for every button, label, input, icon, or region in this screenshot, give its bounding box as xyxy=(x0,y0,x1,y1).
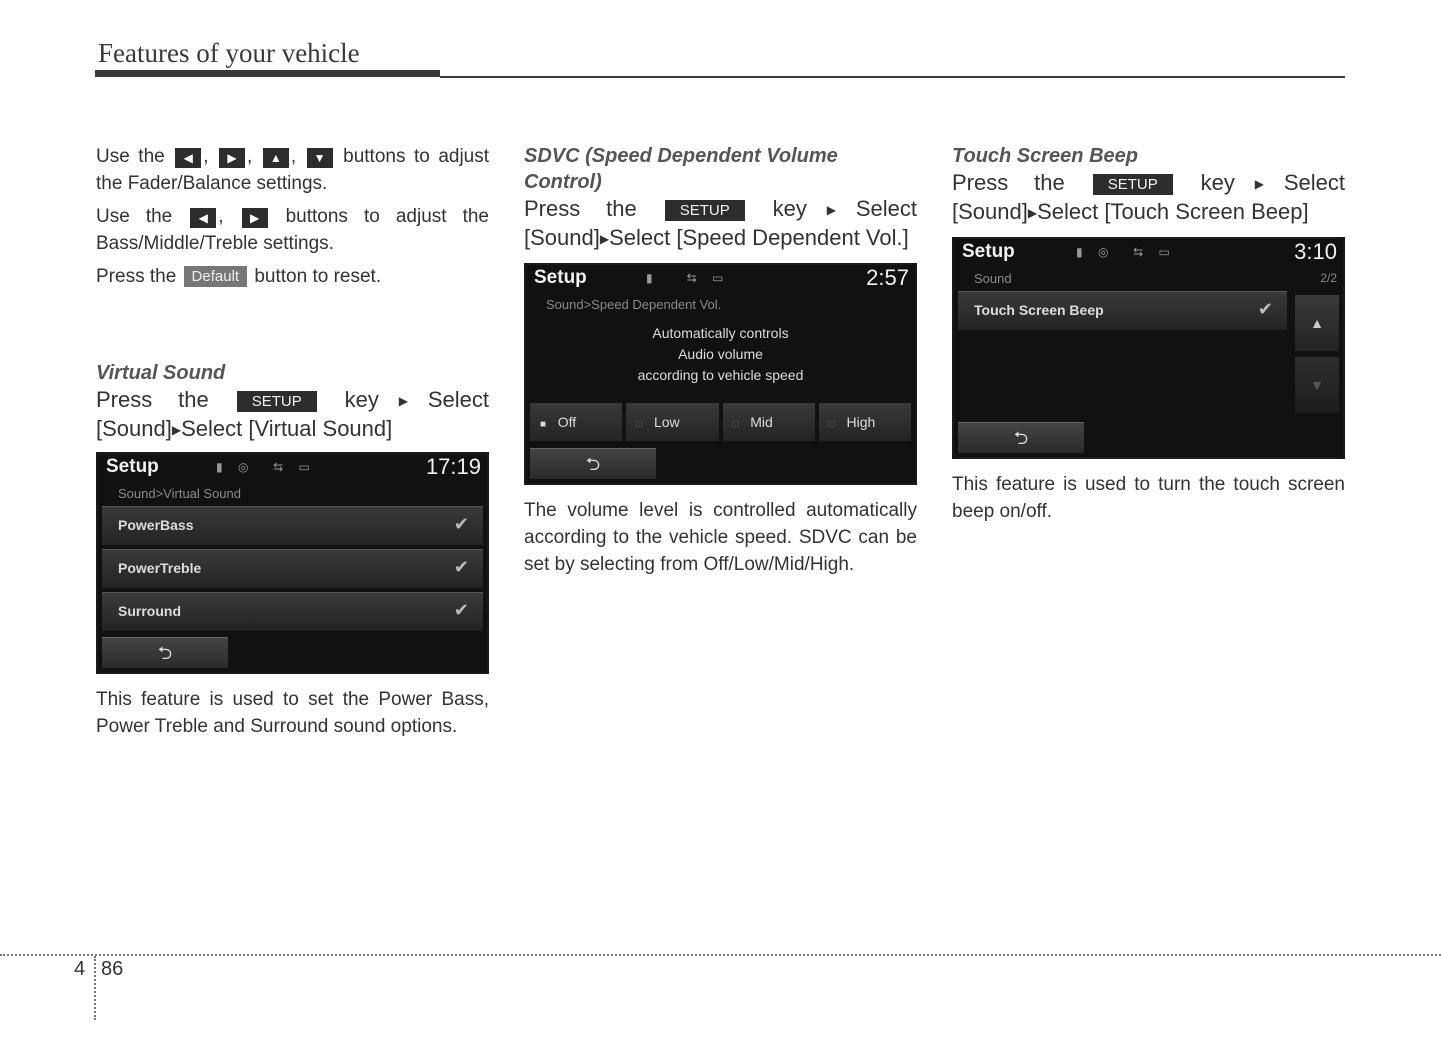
left-arrow-key-icon: ◀ xyxy=(175,148,201,168)
reset-instruction: Press the Default button to reset. xyxy=(96,266,382,287)
virtual-sound-heading: Virtual Sound xyxy=(96,362,226,384)
footer-dotted-rule xyxy=(0,954,1441,956)
footer-chapter-number: 4 xyxy=(74,958,86,980)
low-option[interactable]: □ Low xyxy=(626,403,718,441)
sdvc-caption: The volume level is controlled automatically according to the vehicle speed. SDVC can be set by selecting from Off/Low/Mid/High. xyxy=(524,500,917,575)
setup-key: SETUP xyxy=(237,391,317,412)
page-header-title: Features of your vehicle xyxy=(98,38,360,68)
scroll-up-button[interactable]: ▲ xyxy=(1295,295,1339,351)
check-icon: ✔ xyxy=(453,600,469,620)
column-2 xyxy=(524,143,917,584)
back-button[interactable]: ⮌ xyxy=(958,422,1084,453)
screen-title: Setup xyxy=(962,241,1015,262)
sdvc-screen xyxy=(524,263,917,485)
screen-clock: 17:19 xyxy=(425,454,481,479)
default-key: Default xyxy=(184,266,248,287)
header-bar xyxy=(95,70,440,77)
right-arrow-key-icon: ▶ xyxy=(219,148,245,168)
footer-vertical-rule xyxy=(94,956,96,1020)
powerbass-option[interactable]: PowerBass ✔ xyxy=(102,506,483,545)
check-icon: ✔ xyxy=(1257,299,1273,319)
screen-clock: 3:10 xyxy=(1294,239,1337,264)
powertreble-option[interactable]: PowerTreble ✔ xyxy=(102,549,483,588)
high-option[interactable]: □ High xyxy=(819,403,911,441)
up-arrow-key-icon: ▲ xyxy=(263,148,289,168)
back-button[interactable]: ⮌ xyxy=(102,637,228,668)
arrow-right-icon: ▶ xyxy=(1027,206,1038,220)
status-icons: ▮ ⇆ ▭ xyxy=(646,271,730,285)
virtual-sound-screen xyxy=(96,452,489,674)
fader-instruction: Use the ◀ , ▶ , ▲ , ▼ buttons to adjust the Fader/Balance settings. xyxy=(96,146,490,194)
screen-breadcrumb: Sound>Speed Dependent Vol. xyxy=(546,297,722,312)
check-icon: ✔ xyxy=(453,514,469,534)
surround-option[interactable]: Surround ✔ xyxy=(102,592,483,631)
arrow-right-icon: ▶ xyxy=(378,394,428,408)
screen-clock: 2:57 xyxy=(866,265,909,290)
sdvc-option-bar xyxy=(530,403,911,441)
header-rule xyxy=(440,76,1345,78)
setup-key: SETUP xyxy=(665,200,745,221)
check-icon: ✔ xyxy=(453,557,469,577)
arrow-right-icon: ▶ xyxy=(1234,177,1284,191)
back-button[interactable]: ⮌ xyxy=(530,448,656,479)
down-arrow-key-icon: ▼ xyxy=(307,148,333,168)
mid-option[interactable]: □ Mid xyxy=(723,403,815,441)
arrow-right-icon: ▶ xyxy=(806,203,856,217)
sdvc-heading: SDVC (Speed Dependent Volume Control) xyxy=(524,145,838,193)
arrow-right-icon: ▶ xyxy=(599,232,610,246)
right-arrow-key-icon: ▶ xyxy=(242,208,268,228)
left-arrow-key-icon: ◀ xyxy=(190,208,216,228)
arrow-right-icon: ▶ xyxy=(171,423,182,437)
touch-beep-caption: This feature is used to turn the touch screen beep on/off. xyxy=(952,474,1345,522)
status-icons: ▮ ◎ ⇆ ▭ xyxy=(216,460,316,474)
off-option[interactable]: ■ Off xyxy=(530,403,622,441)
bass-instruction: Use the ◀ , ▶ buttons to adjust the Bass/Middle/Treble settings. xyxy=(96,206,489,254)
scroll-down-button[interactable]: ▼ xyxy=(1295,357,1339,413)
screen-title: Setup xyxy=(106,456,159,477)
virtual-sound-instruction: Press the SETUP key▶Select [Sound]▶Select [Virtual Sound] xyxy=(96,387,489,441)
touch-beep-instruction: Press the SETUP key▶Select [Sound]▶Select [Touch Screen Beep] xyxy=(952,170,1345,224)
setup-key: SETUP xyxy=(1093,174,1173,195)
footer-page-number: 86 xyxy=(101,958,124,980)
touch-screen-beep-option[interactable]: Touch Screen Beep ✔ xyxy=(958,291,1287,330)
sdvc-description: Automatically controls Audio volume according to vehicle speed xyxy=(637,325,804,383)
touch-beep-heading: Touch Screen Beep xyxy=(952,145,1138,167)
sdvc-instruction: Press the SETUP key▶Select [Sound]▶Select [Speed Dependent Vol.] xyxy=(524,196,917,250)
status-icons: ▮ ◎ ⇆ ▭ xyxy=(1076,245,1176,259)
column-1 xyxy=(96,143,489,746)
screen-breadcrumb: Sound xyxy=(974,271,1012,286)
screen-breadcrumb: Sound>Virtual Sound xyxy=(118,486,241,501)
screen-title: Setup xyxy=(534,267,587,288)
touch-beep-screen xyxy=(952,237,1345,459)
virtual-sound-caption: This feature is used to set the Power Bass, Power Treble and Surround sound options. xyxy=(96,689,489,737)
page-indicator: 2/2 xyxy=(1320,271,1337,285)
column-3 xyxy=(952,143,1345,531)
